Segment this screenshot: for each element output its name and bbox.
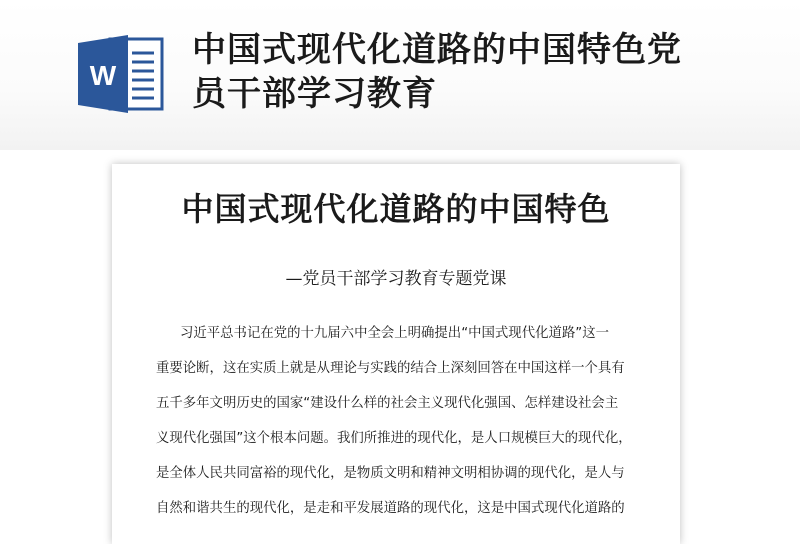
word-icon-letter: W — [89, 60, 117, 91]
body-line: 义现代化强国”这个根本问题。我们所推进的现代化，是人口规模巨大的现代化， — [156, 431, 632, 446]
banner-title-line-2: 员干部学习教育 — [192, 74, 437, 114]
word-document-icon — [76, 33, 166, 115]
document-body — [156, 316, 644, 526]
body-line: 五千多年文明历史的国家“建设什么样的社会主义现代化强国、怎样建设社会主 — [156, 396, 619, 411]
banner-title-line-1: 中国式现代化道路的中国特色党 — [192, 30, 682, 70]
document-subtitle: —党员干部学习教育专题党课 — [285, 269, 507, 289]
body-line: 自然和谐共生的现代化，是走和平发展道路的现代化，这是中国式现代化道路的 — [156, 501, 625, 516]
body-line: 习近平总书记在党的十九届六中全会上明确提出“中国式现代化道路”这一 — [180, 326, 609, 341]
document-title: 中国式现代化道路的中国特色 — [181, 190, 611, 228]
body-line: 是全体人民共同富裕的现代化，是物质文明和精神文明相协调的现代化，是人与 — [156, 466, 625, 481]
banner — [0, 0, 800, 150]
body-line: 重要论断，这在实质上就是从理论与实践的结合上深刻回答在中国这样一个具有 — [156, 361, 625, 376]
document-page — [112, 164, 680, 544]
banner-title — [192, 28, 752, 116]
